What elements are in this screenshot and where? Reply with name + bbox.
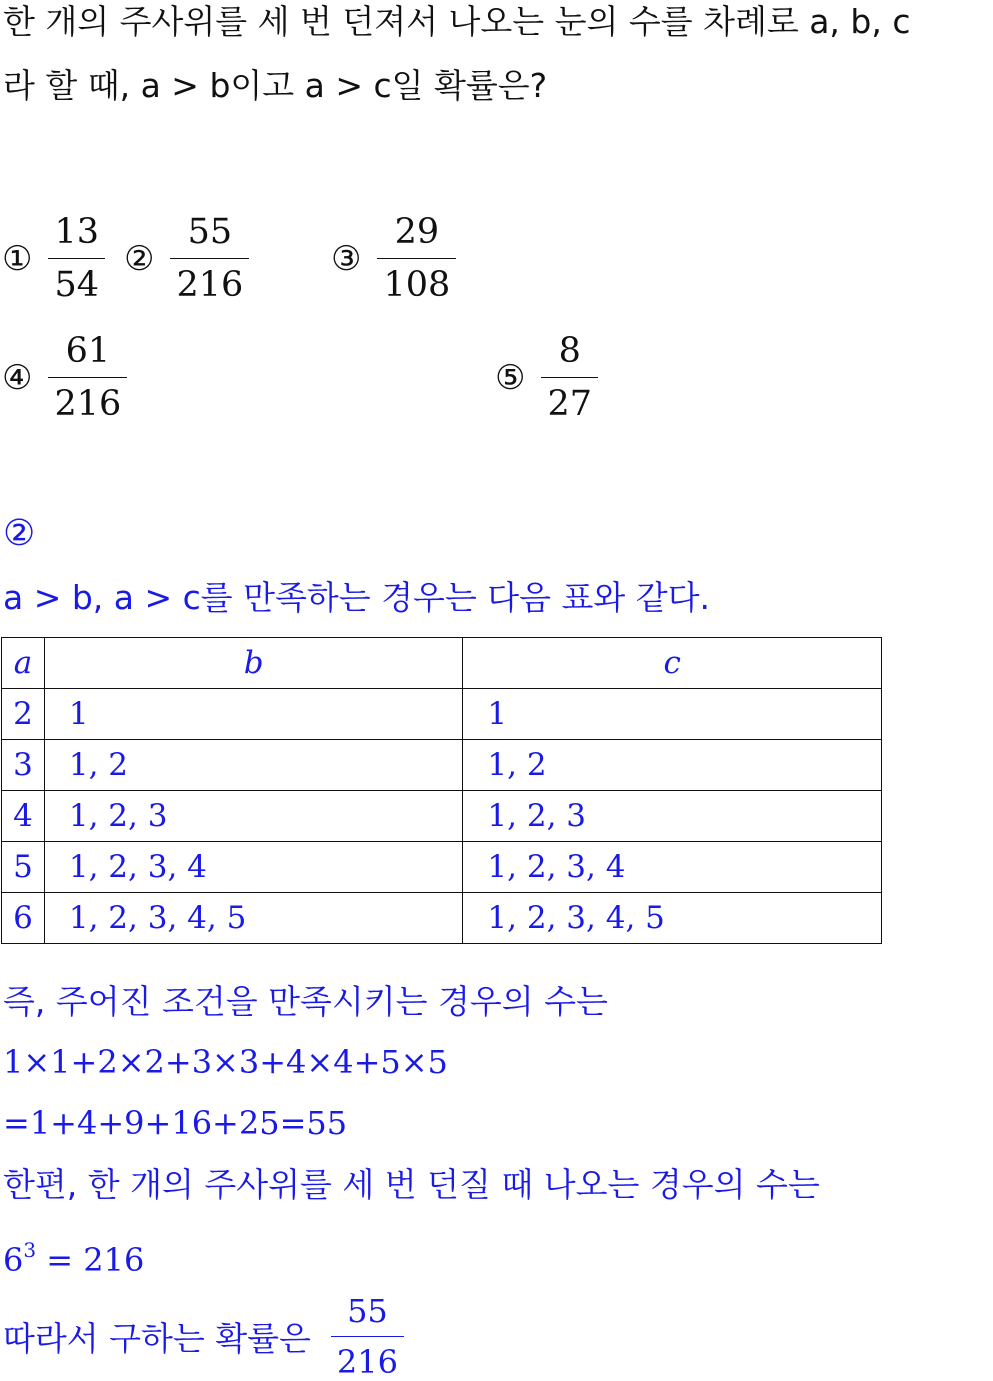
cases-table: [1, 637, 882, 944]
total-exponent: 3: [23, 1238, 37, 1262]
table-row: [2, 842, 882, 893]
choice-2-fraction: [170, 212, 249, 305]
table-cell-b: 1: [44, 689, 463, 740]
choice-2-numerator: 55: [187, 212, 233, 252]
table-row: [2, 740, 882, 791]
choice-1-denominator: 54: [48, 258, 105, 305]
choice-4-mark: ④: [2, 357, 33, 398]
table-cell-a: 5: [2, 842, 45, 893]
table-header-a: a: [2, 638, 45, 689]
conclusion-numerator: 55: [347, 1292, 388, 1330]
table-cell-a: 6: [2, 893, 45, 944]
solution-total-line: 한편, 한 개의 주사위를 세 번 던질 때 나오는 경우의 수는: [3, 1165, 820, 1204]
choice-2[interactable]: [124, 212, 249, 305]
table-row: [2, 893, 882, 944]
total-rest: = 216: [36, 1241, 145, 1279]
choice-4-denominator: 216: [48, 377, 127, 424]
choice-3-fraction: [377, 212, 456, 305]
choice-5-fraction: [541, 331, 598, 424]
solution-expr-2: =1+4+9+16+25=55: [3, 1104, 348, 1142]
choice-3-numerator: 29: [394, 212, 440, 252]
choice-1-mark: ①: [2, 238, 33, 279]
table-cell-c: 1, 2, 3, 4: [463, 842, 882, 893]
conclusion-denominator: 216: [331, 1336, 404, 1381]
solution-count-line: 즉, 주어진 조건을 만족시키는 경우의 수는: [3, 982, 608, 1021]
choice-2-denominator: 216: [170, 258, 249, 305]
table-cell-a: 2: [2, 689, 45, 740]
solution-intro: a > b, a > c를 만족하는 경우는 다음 표와 같다.: [3, 578, 711, 617]
choice-3-denominator: 108: [377, 258, 456, 305]
conclusion-text: 따라서 구하는 확률은: [3, 1319, 311, 1358]
conclusion-fraction: [331, 1292, 404, 1381]
choice-5[interactable]: [495, 331, 598, 424]
choice-2-mark: ②: [124, 238, 155, 279]
choice-3-mark: ③: [331, 238, 362, 279]
choice-5-numerator: 8: [558, 331, 581, 371]
table-header-b: b: [44, 638, 463, 689]
table-cell-c: 1, 2, 3: [463, 791, 882, 842]
choice-5-denominator: 27: [541, 377, 598, 424]
table-cell-b: 1, 2, 3: [44, 791, 463, 842]
solution-conclusion: [3, 1292, 404, 1381]
table-cell-c: 1, 2, 3, 4, 5: [463, 893, 882, 944]
table-cell-b: 1, 2, 3, 4, 5: [44, 893, 463, 944]
choice-4[interactable]: [2, 331, 127, 424]
table-row: [2, 689, 882, 740]
choice-4-numerator: 61: [65, 331, 111, 371]
table-cell-c: 1, 2: [463, 740, 882, 791]
choice-5-mark: ⑤: [495, 357, 526, 398]
table-row: [2, 791, 882, 842]
table-cell-a: 4: [2, 791, 45, 842]
table-header-c: c: [463, 638, 882, 689]
table-header-row: [2, 638, 882, 689]
question-line-1: 한 개의 주사위를 세 번 던져서 나오는 눈의 수를 차례로 a, b, c: [3, 2, 911, 41]
choice-4-fraction: [48, 331, 127, 424]
table-cell-a: 3: [2, 740, 45, 791]
table-cell-b: 1, 2, 3, 4: [44, 842, 463, 893]
solution-total-expr: [3, 1230, 144, 1280]
total-base: 6: [3, 1241, 24, 1279]
answer-mark: ②: [3, 513, 36, 554]
choice-1-numerator: 13: [54, 212, 100, 252]
choice-3[interactable]: [331, 212, 456, 305]
table-cell-b: 1, 2: [44, 740, 463, 791]
question-line-2: 라 할 때, a > b이고 a > c일 확률은?: [3, 66, 548, 105]
choice-1-fraction: [48, 212, 105, 305]
choice-1[interactable]: [2, 212, 105, 305]
solution-expr-1: 1×1+2×2+3×3+4×4+5×5: [3, 1043, 448, 1081]
table-cell-c: 1: [463, 689, 882, 740]
